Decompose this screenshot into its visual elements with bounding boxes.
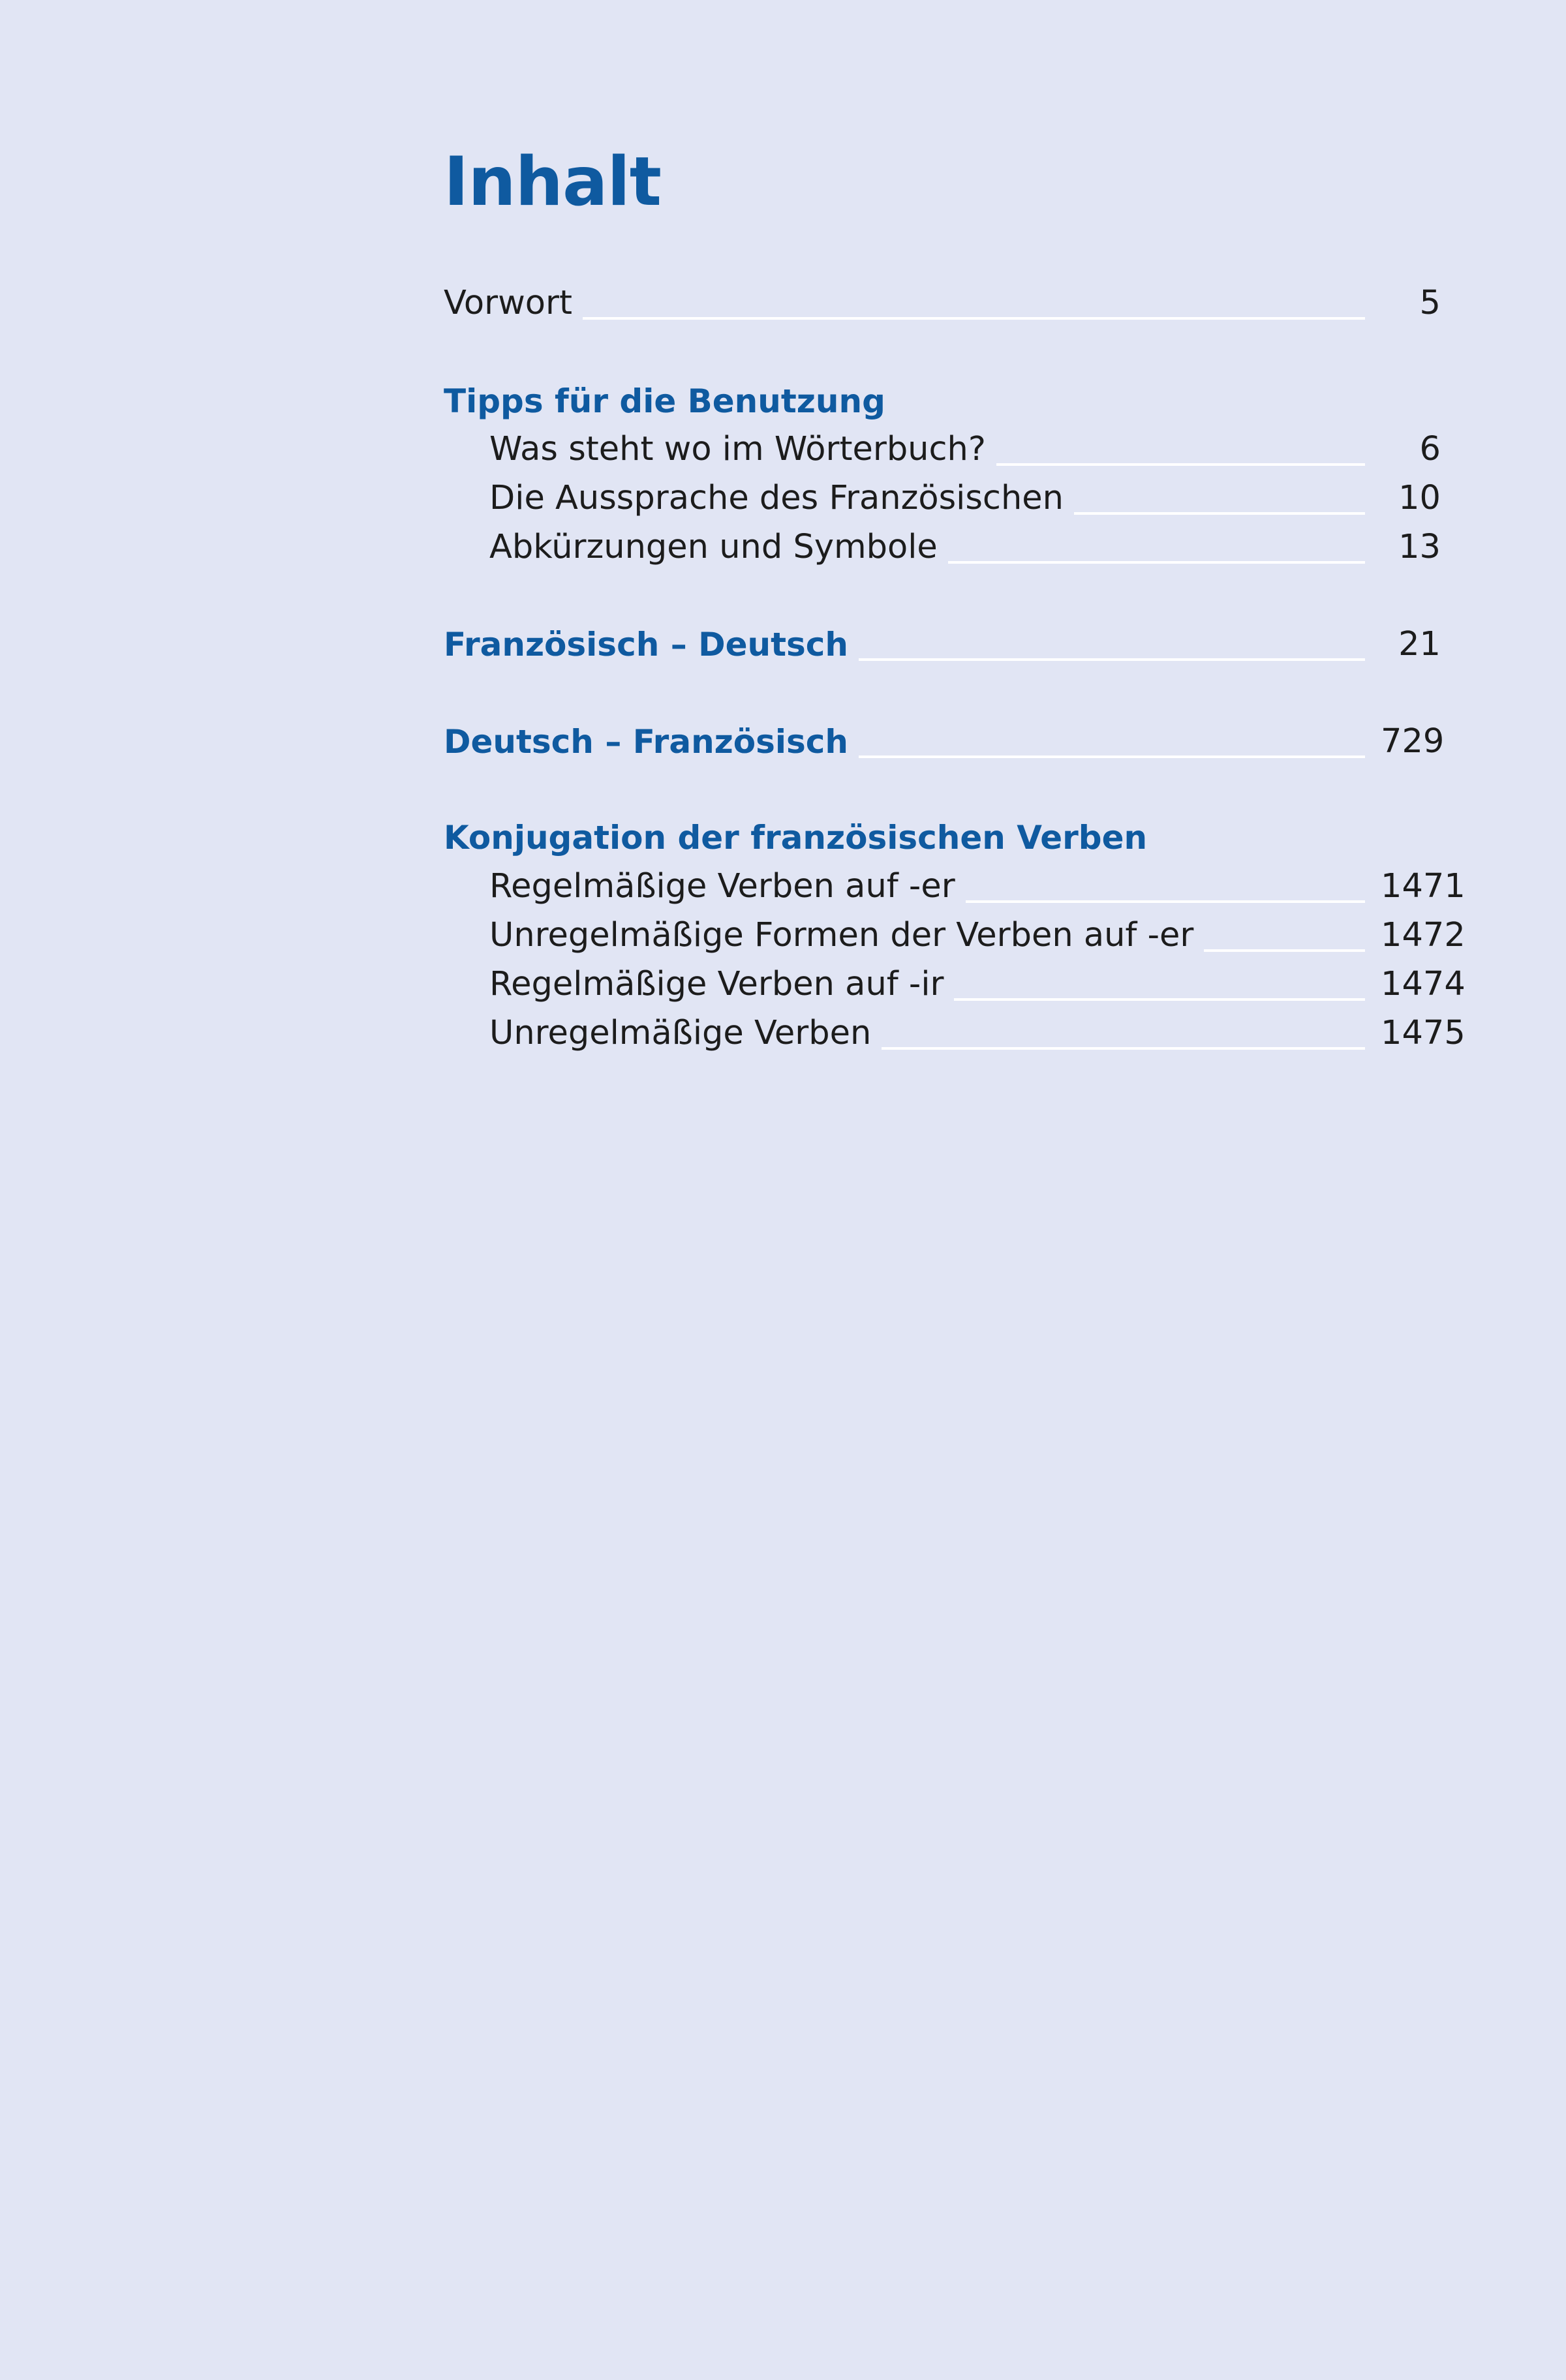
toc-entry-regelmaessige-er[interactable] <box>444 862 1466 912</box>
dot-leader <box>1074 512 1365 515</box>
dot-leader <box>859 658 1365 661</box>
dot-leader <box>966 900 1365 903</box>
toc-entry-page: 1475 <box>1381 1014 1466 1052</box>
toc-entry-page: 1472 <box>1381 916 1466 954</box>
toc-entry-unregelmaessige-verben[interactable] <box>444 1009 1466 1059</box>
page-title: Inhalt <box>444 143 662 221</box>
toc-entry-label: Französisch – Deutsch <box>444 626 849 664</box>
toc-entry-label: Unregelmäßige Formen der Verben auf -er <box>489 916 1194 954</box>
dot-leader <box>882 1047 1365 1050</box>
dot-leader <box>859 755 1365 758</box>
dot-leader <box>1204 949 1365 952</box>
toc-entry-aussprache[interactable] <box>444 474 1441 524</box>
toc-entry-label: Abkürzungen und Symbole <box>489 528 938 566</box>
section-heading-label: Konjugation der französischen Verben <box>444 819 1148 857</box>
toc-entry-label: Vorwort <box>444 284 572 322</box>
toc-entry-was-steht-wo[interactable] <box>444 425 1441 475</box>
toc-entry-abkuerzungen[interactable] <box>444 523 1441 573</box>
toc-entry-page: 1471 <box>1381 867 1466 906</box>
toc-entry-label: Regelmäßige Verben auf -ir <box>489 965 944 1003</box>
toc-entry-page: 13 <box>1398 528 1441 566</box>
toc-entry-page: 729 <box>1381 722 1445 761</box>
toc-entry-page: 10 <box>1398 479 1441 517</box>
toc-entry-regelmaessige-ir[interactable] <box>444 960 1466 1010</box>
toc-section-heading-tipps <box>444 377 1441 427</box>
dot-leader <box>948 561 1365 564</box>
toc-entry-label: Was steht wo im Wörterbuch? <box>489 430 986 468</box>
dot-leader <box>954 998 1365 1001</box>
toc-section-heading-konjugation <box>444 814 1441 863</box>
dot-leader <box>996 463 1365 466</box>
toc-entry-vorwort[interactable] <box>444 279 1441 329</box>
toc-entry-label: Die Aussprache des Französischen <box>489 479 1064 517</box>
section-heading-label: Tipps für die Benutzung <box>444 382 885 420</box>
toc-entry-page: 1474 <box>1381 965 1466 1003</box>
toc-entry-franzoesisch-deutsch[interactable] <box>444 620 1441 670</box>
toc-entry-page: 6 <box>1419 430 1441 468</box>
dot-leader <box>583 317 1365 320</box>
toc-entry-label: Unregelmäßige Verben <box>489 1014 872 1052</box>
toc-entry-label: Deutsch – Französisch <box>444 723 849 761</box>
toc-entry-page: 21 <box>1398 625 1441 664</box>
toc-entry-unregelmaessige-formen-er[interactable] <box>444 911 1466 961</box>
toc-entry-page: 5 <box>1419 284 1441 322</box>
toc-entry-label: Regelmäßige Verben auf -er <box>489 867 955 906</box>
toc-entry-deutsch-franzoesisch[interactable] <box>444 718 1445 767</box>
